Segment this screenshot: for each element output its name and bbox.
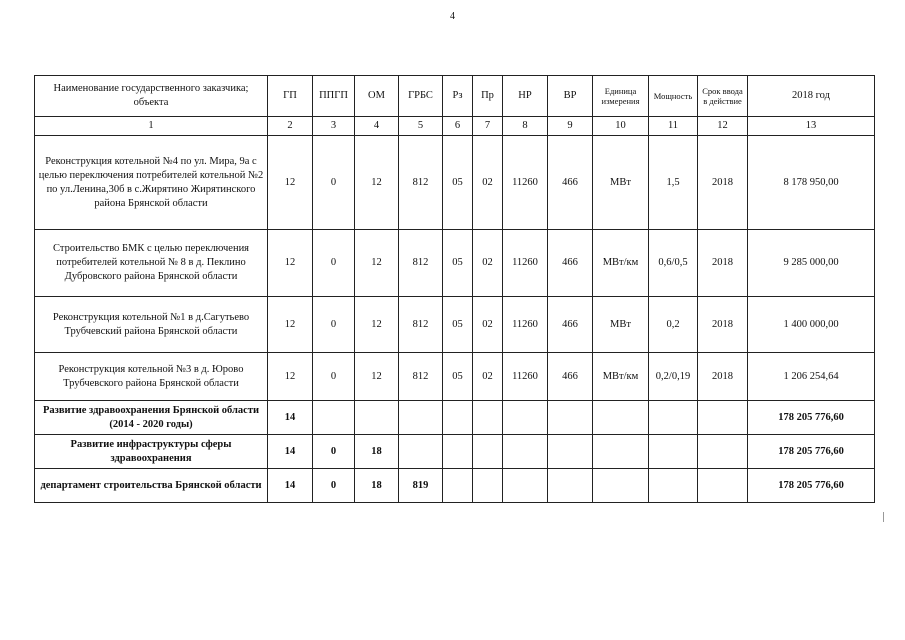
column-number: 11 — [649, 117, 698, 136]
column-number: 1 — [35, 117, 268, 136]
cell-amount: 178 205 776,60 — [748, 469, 875, 503]
cell-grbs: 812 — [399, 230, 443, 297]
cell-empty — [649, 469, 698, 503]
cell-term: 2018 — [698, 136, 748, 230]
cell-amount: 1 400 000,00 — [748, 297, 875, 353]
cell-vr: 466 — [548, 353, 593, 401]
header-year: 2018 год — [748, 76, 875, 117]
summary-name: Развитие здравоохранения Брянской области (2014 - 2020 годы) — [35, 401, 268, 435]
cell-ppgp: 0 — [313, 136, 355, 230]
column-number: 7 — [473, 117, 503, 136]
cell-amount: 178 205 776,60 — [748, 435, 875, 469]
cell-power: 0,2/0,19 — [649, 353, 698, 401]
cell-om: 18 — [355, 435, 399, 469]
object-name: Реконструкция котельной №3 в д. Юрово Трубчевского района Брянской области — [35, 353, 268, 401]
summary-row — [35, 469, 875, 503]
column-number-row — [35, 117, 875, 136]
cell-empty — [698, 435, 748, 469]
cell-vr: 466 — [548, 297, 593, 353]
cell-pr: 02 — [473, 136, 503, 230]
cell-empty — [649, 401, 698, 435]
header-pr: Пр — [473, 76, 503, 117]
column-number: 5 — [399, 117, 443, 136]
cell-unit: МВт — [593, 136, 649, 230]
column-number: 9 — [548, 117, 593, 136]
cell-grbs — [399, 401, 443, 435]
cell-gp: 14 — [268, 401, 313, 435]
cell-empty — [593, 401, 649, 435]
cell-om: 12 — [355, 230, 399, 297]
object-name: Строительство БМК с целью переключения потребителей котельной № 8 в д. Пеклино Дубровского района Брянской области — [35, 230, 268, 297]
cell-gp: 12 — [268, 353, 313, 401]
cell-power: 0,2 — [649, 297, 698, 353]
column-number: 13 — [748, 117, 875, 136]
cell-unit: МВт — [593, 297, 649, 353]
cell-empty — [548, 435, 593, 469]
cell-empty — [443, 435, 473, 469]
cell-nr: 11260 — [503, 230, 548, 297]
header-gp: ГП — [268, 76, 313, 117]
cell-nr: 11260 — [503, 136, 548, 230]
cell-ppgp: 0 — [313, 353, 355, 401]
column-number: 8 — [503, 117, 548, 136]
scan-mark — [883, 512, 884, 522]
summary-name: департамент строительства Брянской области — [35, 469, 268, 503]
cell-pr: 02 — [473, 353, 503, 401]
table-row — [35, 353, 875, 401]
column-number: 12 — [698, 117, 748, 136]
summary-row — [35, 401, 875, 435]
cell-grbs: 812 — [399, 353, 443, 401]
cell-ppgp: 0 — [313, 297, 355, 353]
cell-empty — [473, 435, 503, 469]
cell-pr: 02 — [473, 230, 503, 297]
cell-empty — [473, 401, 503, 435]
cell-rz: 05 — [443, 230, 473, 297]
cell-gp: 12 — [268, 136, 313, 230]
object-name: Реконструкция котельной №4 по ул. Мира, 9а с целью переключения потребителей котельной №2 по ул.Ленина,30б в с.Жирятино Жирятинского района Брянской области — [35, 136, 268, 230]
cell-empty — [443, 469, 473, 503]
cell-nr: 11260 — [503, 297, 548, 353]
cell-gp: 12 — [268, 297, 313, 353]
cell-amount: 8 178 950,00 — [748, 136, 875, 230]
cell-empty — [503, 401, 548, 435]
header-term: Срок ввода в действие — [698, 76, 748, 117]
cell-empty — [503, 469, 548, 503]
cell-om: 12 — [355, 353, 399, 401]
cell-ppgp: 0 — [313, 230, 355, 297]
cell-empty — [548, 401, 593, 435]
cell-grbs: 812 — [399, 297, 443, 353]
cell-gp: 14 — [268, 435, 313, 469]
cell-unit: МВт/км — [593, 353, 649, 401]
cell-empty — [698, 401, 748, 435]
cell-term: 2018 — [698, 297, 748, 353]
summary-name: Развитие инфраструктуры сферы здравоохранения — [35, 435, 268, 469]
cell-empty — [503, 435, 548, 469]
cell-om: 12 — [355, 136, 399, 230]
header-power: Мощность — [649, 76, 698, 117]
cell-grbs — [399, 435, 443, 469]
cell-empty — [548, 469, 593, 503]
cell-rz: 05 — [443, 136, 473, 230]
cell-vr: 466 — [548, 230, 593, 297]
table-row — [35, 136, 875, 230]
cell-empty — [593, 469, 649, 503]
header-ppgp: ППГП — [313, 76, 355, 117]
cell-empty — [593, 435, 649, 469]
column-number: 10 — [593, 117, 649, 136]
header-nr: НР — [503, 76, 548, 117]
cell-rz: 05 — [443, 297, 473, 353]
summary-row — [35, 435, 875, 469]
cell-power: 1,5 — [649, 136, 698, 230]
cell-term: 2018 — [698, 230, 748, 297]
column-number: 6 — [443, 117, 473, 136]
cell-amount: 178 205 776,60 — [748, 401, 875, 435]
cell-pr: 02 — [473, 297, 503, 353]
header-rz: Рз — [443, 76, 473, 117]
column-number: 2 — [268, 117, 313, 136]
cell-om: 12 — [355, 297, 399, 353]
cell-empty — [649, 435, 698, 469]
cell-empty — [698, 469, 748, 503]
cell-grbs: 819 — [399, 469, 443, 503]
cell-rz: 05 — [443, 353, 473, 401]
cell-power: 0,6/0,5 — [649, 230, 698, 297]
cell-ppgp: 0 — [313, 435, 355, 469]
cell-om — [355, 401, 399, 435]
cell-empty — [473, 469, 503, 503]
object-name: Реконструкция котельной №1 в д.Сагутьево Трубчевский района Брянской области — [35, 297, 268, 353]
cell-amount: 9 285 000,00 — [748, 230, 875, 297]
cell-unit: МВт/км — [593, 230, 649, 297]
header-vr: ВР — [548, 76, 593, 117]
header-om: ОМ — [355, 76, 399, 117]
page-number: 4 — [450, 11, 455, 22]
header-grbs: ГРБС — [399, 76, 443, 117]
cell-gp: 12 — [268, 230, 313, 297]
table-row — [35, 297, 875, 353]
cell-ppgp: 0 — [313, 469, 355, 503]
cell-empty — [443, 401, 473, 435]
column-number: 4 — [355, 117, 399, 136]
cell-nr: 11260 — [503, 353, 548, 401]
cell-gp: 14 — [268, 469, 313, 503]
cell-om: 18 — [355, 469, 399, 503]
column-number: 3 — [313, 117, 355, 136]
cell-amount: 1 206 254,64 — [748, 353, 875, 401]
cell-grbs: 812 — [399, 136, 443, 230]
header-unit: Единица измерения — [593, 76, 649, 117]
cell-ppgp — [313, 401, 355, 435]
budget-table — [34, 75, 875, 503]
cell-vr: 466 — [548, 136, 593, 230]
header-name: Наименование государственного заказчика; объекта — [35, 76, 268, 117]
cell-term: 2018 — [698, 353, 748, 401]
table-row — [35, 230, 875, 297]
table-header-row — [35, 76, 875, 117]
